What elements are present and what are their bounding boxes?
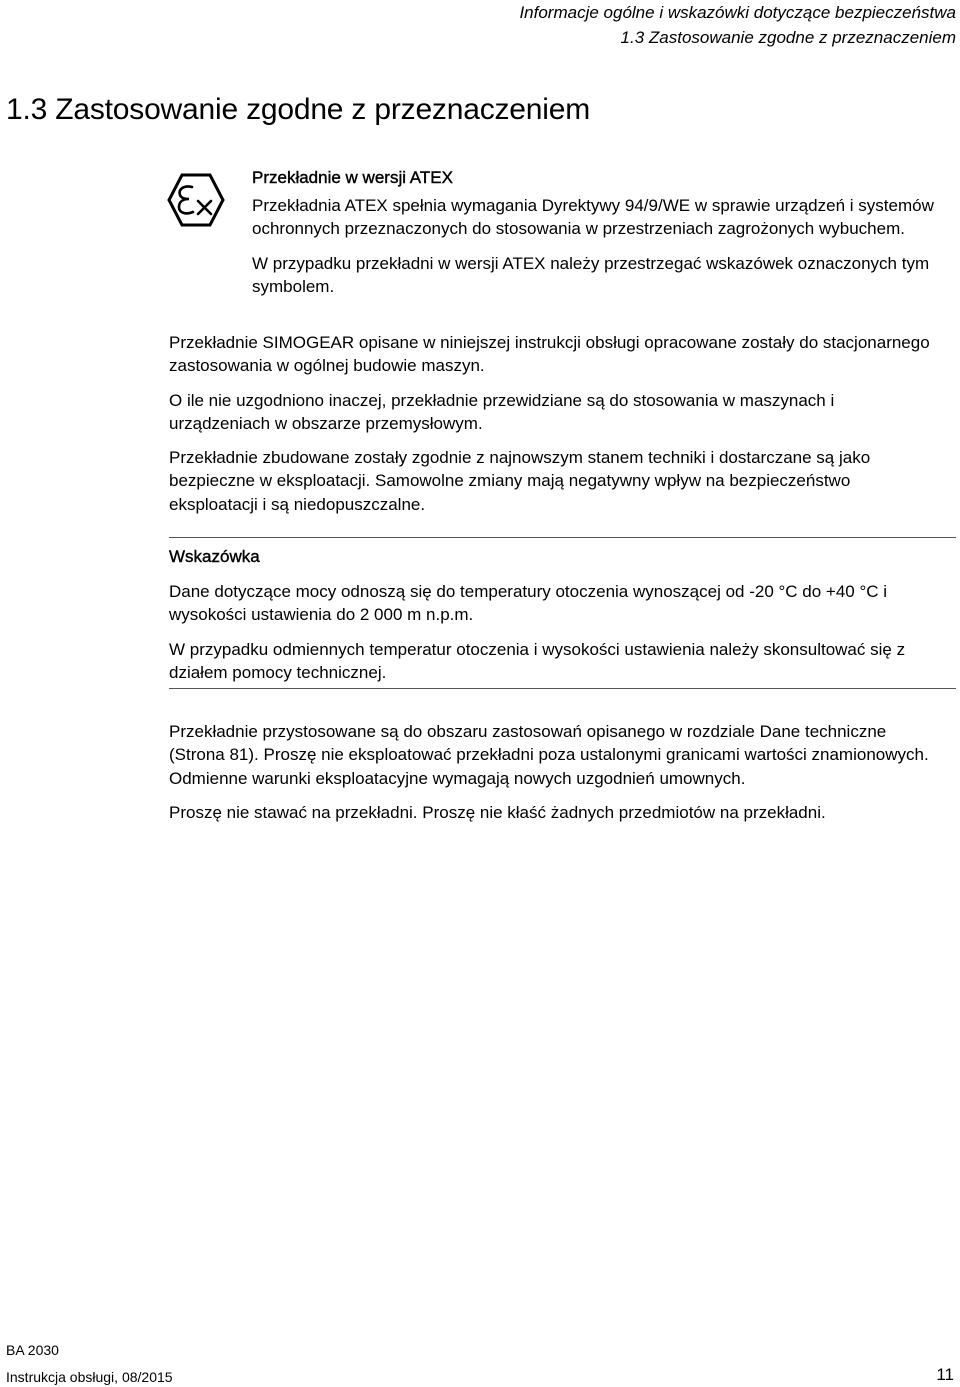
note-paragraph: Dane dotyczące mocy odnoszą się do temperatury otoczenia wynoszącej od -20 °C do +40 °C i wysokości ustawienia do 2 000 m n.p.m. (169, 582, 888, 625)
note-paragraph: W przypadku odmiennych temperatur otoczenia i wysokości ustawienia należy skonsultować się z działem pomocy technicznej. (169, 639, 906, 682)
body-paragraph: Przekładnie przystosowane są do obszaru zastosowań opisanego w rozdziale Dane techniczne (Strona 81). Proszę nie eksploatować przekładni poza ustalonymi granicami wartości znamionowych. Odmienne warunki eksploatacyjne wymagają nowych uzgodnień umownych. (169, 722, 929, 788)
atex-paragraph: Przekładnia ATEX spełnia wymagania Dyrektywy 94/9/WE w sprawie urządzeń i systemów ochronnych przeznaczonych do stosowania w przestrzeniach zagrożonych wybuchem. (252, 196, 934, 239)
note-title: Wskazówka (169, 547, 260, 566)
atex-paragraph: W przypadku przekładni w wersji ATEX należy przestrzegać wskazówek oznaczonych tym symbolem. (252, 253, 930, 296)
note-top-divider (169, 537, 956, 538)
intro-text (169, 331, 939, 516)
footer-doc-number: BA 2030 (6, 1342, 59, 1358)
note-body (169, 580, 939, 684)
body-paragraph: Proszę nie stawać na przekładni. Proszę nie kłaść żadnych przedmiotów na przekładni. (169, 802, 826, 822)
page-number: 11 (936, 1365, 954, 1384)
body-paragraph: Przekładnie SIMOGEAR opisane w niniejszej instrukcji obsługi opracowane zostały do stacjonarnego zastosowania w ogólnej budowie maszyn. (169, 333, 930, 376)
running-header (519, 0, 956, 50)
body-paragraph: O ile nie uzgodniono inaczej, przekładnie przewidziane są do stosowania w maszynach i urządzeniach w obszarze przemysłowym. (169, 390, 835, 433)
atex-heading: Przekładnie w wersji ATEX (252, 168, 453, 187)
body-paragraph: Przekładnie zbudowane zostały zgodnie z najnowszym stanem techniki i dostarczane są jako bezpieczne w eksploatacji. Samowolne zmiany mają negatywny wpływ na bezpieczeństwo eksploatacji i są niedopuszczalne. (169, 448, 871, 514)
footer-edition: Instrukcja obsługi, 08/2015 (6, 1369, 173, 1385)
note-bottom-divider (169, 688, 956, 689)
running-header-section: 1.3 Zastosowanie zgodne z przeznaczeniem (620, 28, 956, 47)
section-title: 1.3 Zastosowanie zgodne z przeznaczeniem (6, 93, 591, 126)
usage-text (169, 720, 939, 824)
atex-notice (252, 166, 942, 298)
running-header-chapter: Informacje ogólne i wskazówki dotyczące bezpieczeństwa (519, 3, 956, 22)
ex-explosion-protection-icon (167, 172, 225, 228)
